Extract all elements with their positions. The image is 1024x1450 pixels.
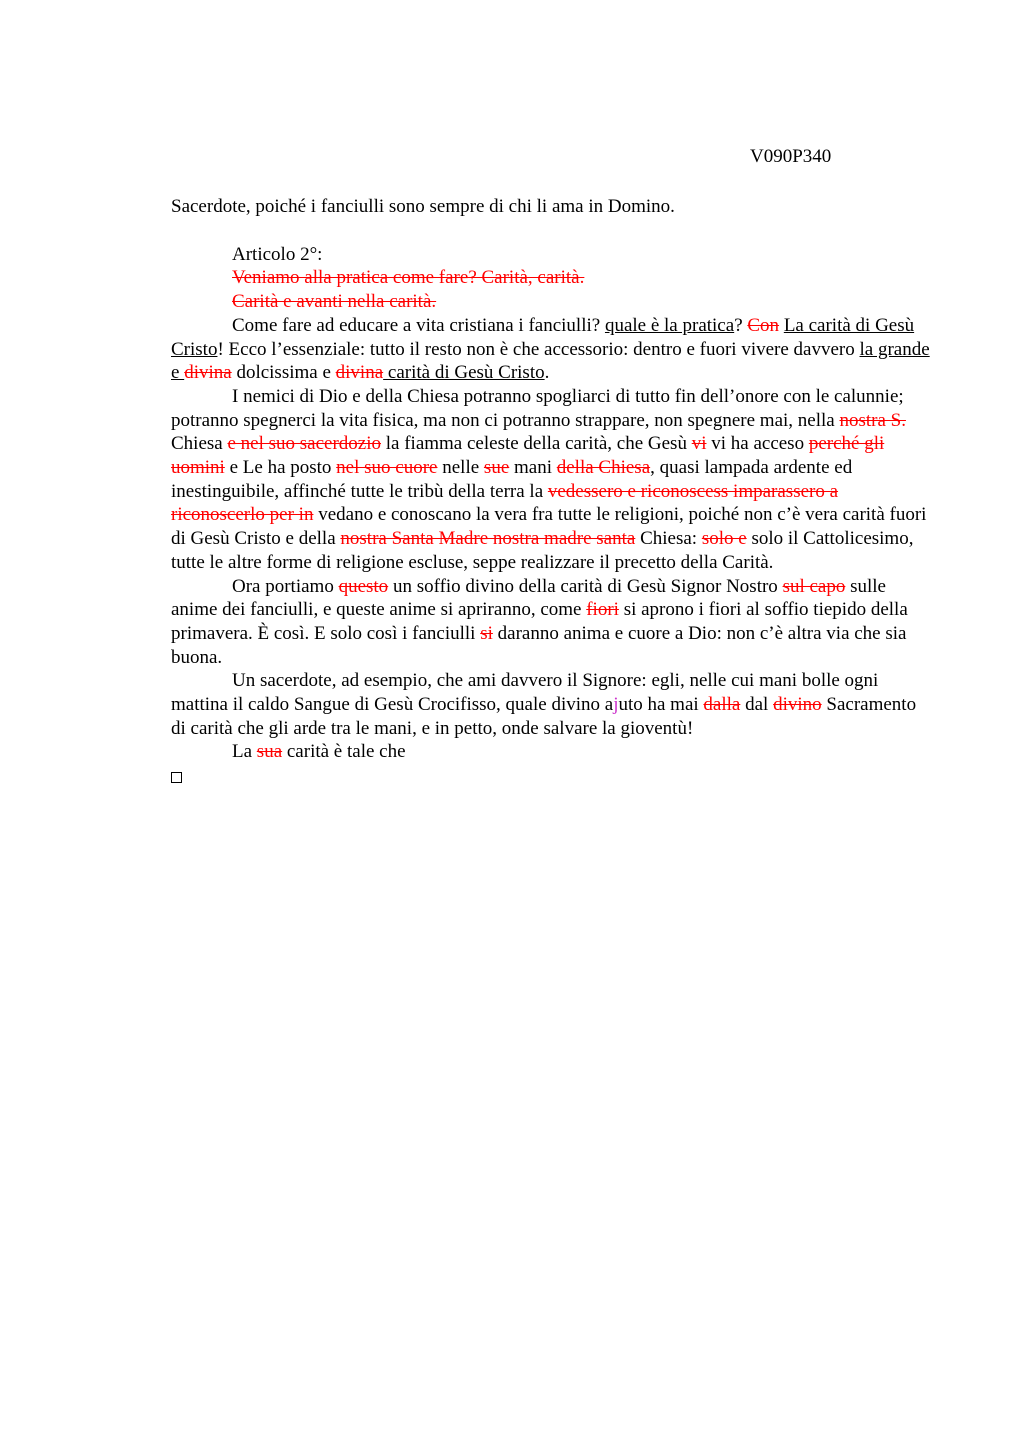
opening-line: Sacerdote, poiché i fanciulli sono sempre di chi li ama in Domino. bbox=[171, 196, 675, 217]
paragraph-practice bbox=[171, 314, 931, 385]
deleted-text: fiori bbox=[586, 599, 619, 621]
text-run: ! Ecco l’essenziale: tutto il resto non è che accessorio: dentro e fuori vivere davvero bbox=[217, 338, 860, 360]
deleted-text: nostra S. bbox=[839, 409, 906, 431]
article-heading: Articolo 2°: bbox=[232, 243, 323, 265]
deleted-text: sua bbox=[256, 741, 283, 763]
deleted-text: solo e bbox=[701, 528, 747, 550]
text-run: ? bbox=[734, 314, 748, 336]
deleted-text: divina bbox=[184, 362, 232, 384]
deleted-line bbox=[171, 266, 931, 290]
deleted-line bbox=[171, 290, 931, 314]
text-run: Chiesa: bbox=[635, 528, 702, 550]
text-run: vedano e conoscano la vera fra tutte le religioni, poiché non c’è vera carità fuori di Gesù Cristo e della bbox=[171, 504, 927, 550]
deleted-text: nel suo cuore bbox=[336, 457, 438, 479]
paragraph-breath bbox=[171, 575, 931, 670]
text-run: si aprono i fiori al soffio tiepido della primavera. È così. E solo così i fanciulli bbox=[171, 599, 908, 644]
text-run: la fiamma celeste della carità, che Gesù bbox=[381, 433, 692, 455]
deleted-text: Carità e avanti nella carità. bbox=[232, 291, 437, 313]
deleted-text: Con bbox=[747, 314, 780, 336]
text-run: , quasi lampada ardente ed inestinguibile, affinché tutte le tribù della terra la bbox=[171, 457, 853, 502]
text-run: dolcissima e bbox=[231, 362, 336, 384]
deleted-text: sue bbox=[483, 457, 510, 479]
text-run: nelle bbox=[437, 457, 484, 479]
deleted-text: nostra Santa Madre nostra madre santa bbox=[340, 528, 636, 550]
inserted-text: la grande e bbox=[171, 338, 930, 384]
text-run: solo il Cattolicesimo, tutte le altre forme di religione escluse, seppe realizzare il precetto della Carità. bbox=[171, 528, 914, 573]
deleted-text: Veniamo alla pratica come fare? Carità, carità. bbox=[232, 267, 585, 289]
text-run: mani bbox=[509, 457, 557, 479]
deleted-text: vedessero e riconoscess imparassero a riconoscerlo per in bbox=[171, 480, 839, 526]
document-body bbox=[171, 195, 931, 783]
text-run: vi ha acceso bbox=[706, 433, 809, 455]
deleted-text: dalla bbox=[703, 694, 741, 716]
text-run: carità è tale che bbox=[282, 741, 406, 763]
inserted-text: quale è la pratica bbox=[604, 314, 735, 336]
page-code: V090P340 bbox=[750, 146, 832, 167]
deleted-text: perché gli uomini bbox=[171, 433, 885, 479]
text-run: daranno anima e cuore a Dio: non c’è altra via che sia buona. bbox=[171, 622, 907, 668]
text-run: Un sacerdote, ad esempio, che ami davvero il Signore: egli, nelle cui mani bolle ogni mattina il caldo Sangue di Gesù Crocifisso, quale divino a bbox=[171, 670, 879, 716]
inserted-text: carità di Gesù Cristo bbox=[383, 362, 545, 384]
end-marker-box bbox=[171, 772, 182, 783]
text-run: Ora portiamo bbox=[232, 575, 339, 597]
deleted-text: divina bbox=[335, 362, 384, 384]
inserted-text: La carità di Gesù Cristo bbox=[171, 314, 915, 360]
text-run: I nemici di Dio e della Chiesa potranno spogliarci di tutto fin dell’onore con le calunnie; potranno spegnerci la vita fisica, ma non ci potranno strappare, non spegnere mai, nella bbox=[171, 385, 904, 431]
text-run: Chiesa bbox=[171, 433, 228, 455]
deleted-text: e nel suo sacerdozio bbox=[227, 433, 381, 455]
deleted-text: sul capo bbox=[782, 575, 846, 597]
paragraph-enemies bbox=[171, 385, 931, 575]
deleted-text: vi bbox=[691, 433, 707, 455]
deleted-text: si bbox=[480, 622, 493, 644]
text-run: dal bbox=[740, 694, 774, 716]
text-run: Come fare ad educare a vita cristiana i fanciulli? bbox=[232, 314, 605, 336]
text-run: uto ha mai bbox=[618, 694, 704, 716]
text-run: e Le ha posto bbox=[224, 457, 337, 479]
deleted-text: divino bbox=[773, 694, 822, 716]
paragraph-final bbox=[171, 740, 931, 764]
paragraph-priest bbox=[171, 669, 931, 740]
marked-letter: j bbox=[613, 694, 619, 716]
deleted-text: della Chiesa bbox=[556, 457, 651, 479]
text-run: un soffio divino della carità di Gesù Signor Nostro bbox=[388, 575, 783, 597]
text-run: La bbox=[232, 741, 257, 763]
text-run: . bbox=[544, 362, 550, 384]
deleted-text: questo bbox=[338, 575, 389, 597]
text-run: Sacramento di carità che gli arde tra le mani, e in petto, onde salvare la gioventù! bbox=[171, 694, 917, 739]
text-run: sulle anime dei fanciulli, e queste anime si apriranno, come bbox=[171, 575, 886, 621]
